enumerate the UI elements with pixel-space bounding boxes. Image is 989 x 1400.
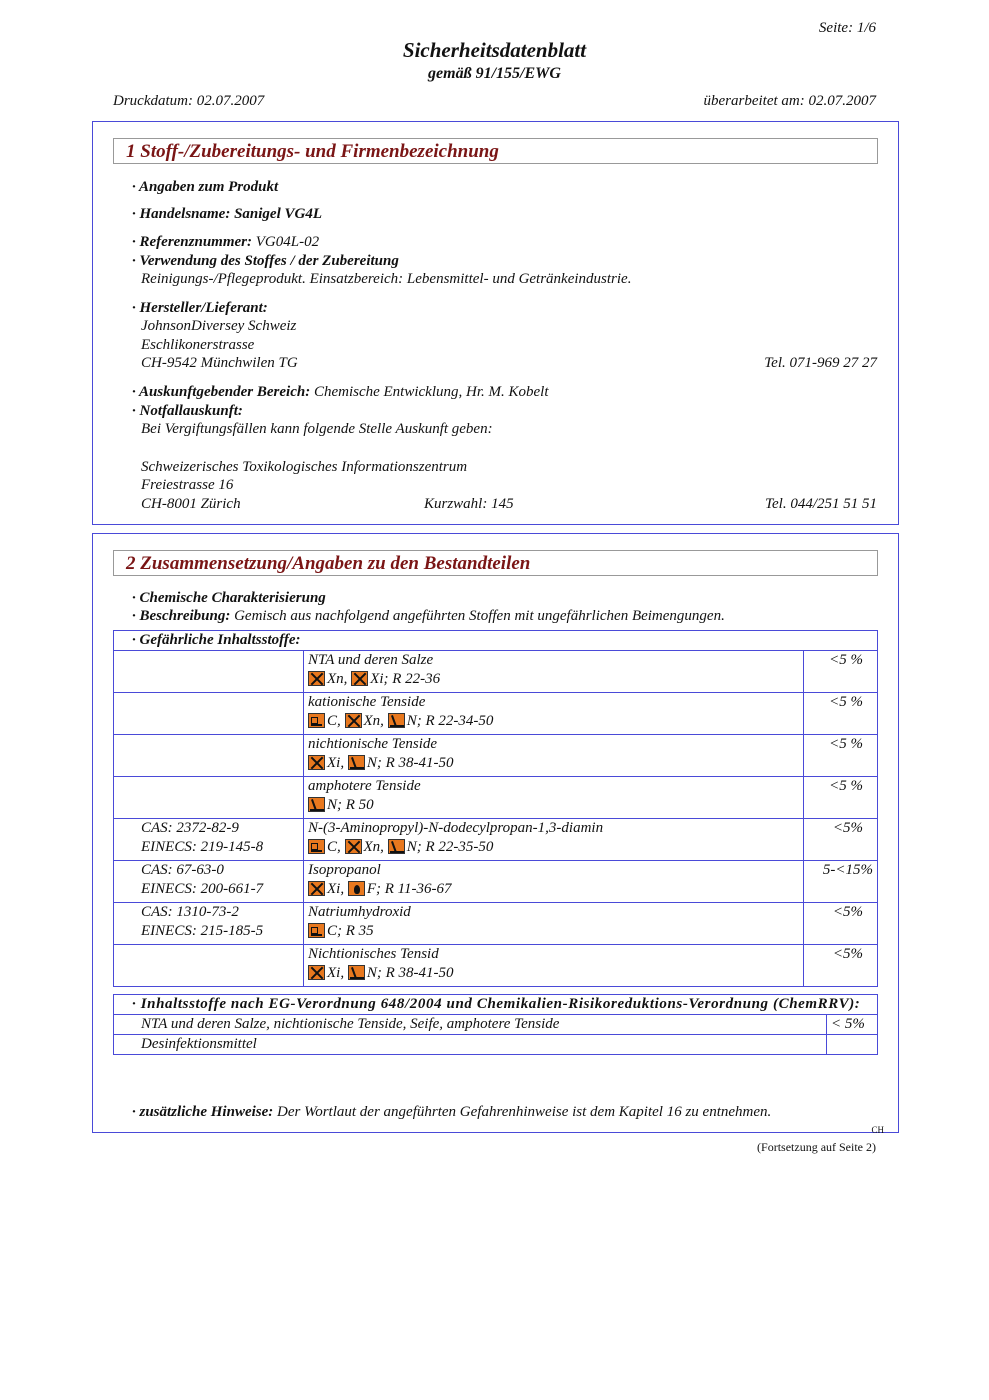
table-row: Nichtionisches Tensid Xi, N; R 38-41-50 <5% <box>114 945 878 987</box>
reference-number: · Referenznummer: VG04L-02 <box>132 234 320 250</box>
ingredient-name: nichtionische Tenside <box>308 736 438 752</box>
document-title: Sicherheitsdatenblatt <box>402 38 587 62</box>
eg-regulation-label: · Inhaltsstoffe nach EG-Verordnung 648/2004 und Chemikalien-Risikoreduktions-Verordnung (ChemRRV): <box>114 995 878 1015</box>
table-row: CAS: 67-63-0 EINECS: 200-661-7 Isopropanol Xi, F; R 11-36-67 5-<15% <box>114 861 878 903</box>
section-2 <box>92 533 899 1133</box>
einecs-number: EINECS: 200-661-7 <box>141 881 264 897</box>
ingredient-name: N-(3-Aminopropyl)-N-dodecylpropan-1,3-diamin <box>308 820 604 836</box>
use-text: Reinigungs-/Pflegeprodukt. Einsatzbereich: Lebensmittel- und Getränkeindustrie. <box>141 271 632 287</box>
table-row: nichtionische Tenside Xi, N; R 38-41-50 <5 % <box>114 735 878 777</box>
ingredient-name: Isopropanol <box>308 862 381 878</box>
country-code: CH <box>871 1125 884 1135</box>
supplier-city: CH-9542 Münchwilen TG <box>141 355 298 371</box>
additional-notes: · zusätzliche Hinweise: Der Wortlaut der angeführten Gefahrenhinweise ist dem Kapitel 16 zu entnehmen. <box>132 1104 772 1120</box>
table-row: CAS: 2372-82-9 EINECS: 219-145-8 N-(3-Aminopropyl)-N-dodecylpropan-1,3-diamin C, Xn, N; R 22-35-50 <5% <box>114 819 878 861</box>
table-row: kationische Tenside C, Xn, N; R 22-34-50 <5 % <box>114 693 878 735</box>
irritant-icon <box>308 965 325 980</box>
table-row: CAS: 1310-73-2 EINECS: 215-185-5 Natriumhydroxid C; R 35 <5% <box>114 903 878 945</box>
irritant-icon <box>308 755 325 770</box>
hazardous-label: · Gefährliche Inhaltsstoffe: <box>114 631 878 651</box>
flammable-icon <box>348 881 365 896</box>
info-department: · Auskunftgebender Bereich: Chemische Entwicklung, Hr. M. Kobelt <box>132 384 549 400</box>
use-label: · Verwendung des Stoffes / der Zubereitung <box>132 253 399 269</box>
hazardous-ingredients-table <box>113 630 878 987</box>
trade-name: · Handelsname: Sanigel VG4L <box>132 206 323 222</box>
supplier-name: JohnsonDiversey Schweiz <box>141 318 297 334</box>
tox-center-tel: Tel. 044/251 51 51 <box>765 496 877 512</box>
product-info-label: · Angaben zum Produkt <box>132 179 279 195</box>
tox-center-street: Freiestrasse 16 <box>141 477 234 493</box>
concentration: <5% <box>804 819 878 861</box>
eg-ingredients-table <box>113 994 878 1055</box>
page-number: Seite: 1/6 <box>818 20 876 36</box>
table-row: NTA und deren Salze Xn, Xi; R 22-36 <5 % <box>114 651 878 693</box>
revised-date: überarbeitet am: 02.07.2007 <box>703 93 876 109</box>
harmful-icon <box>345 713 362 728</box>
supplier-label: · Hersteller/Lieferant: <box>132 300 268 316</box>
concentration: 5-<15% <box>804 861 878 903</box>
tox-center-name: Schweizerisches Toxikologisches Informationszentrum <box>141 459 468 475</box>
table-row: amphotere Tenside N; R 50 <5 % <box>114 777 878 819</box>
corrosive-icon <box>308 839 325 854</box>
ingredient-name: amphotere Tenside <box>308 778 421 794</box>
document-subtitle: gemäß 91/155/EWG <box>428 65 561 82</box>
eg-concentration <box>827 1035 878 1055</box>
eg-concentration: < 5% <box>827 1015 878 1035</box>
continuation-note: (Fortsetzung auf Seite 2) <box>757 1140 876 1154</box>
section-2-heading: 2 Zusammensetzung/Angaben zu den Bestandteilen <box>113 550 878 576</box>
einecs-number: EINECS: 219-145-8 <box>141 839 264 855</box>
ingredient-name: Nichtionisches Tensid <box>308 946 439 962</box>
corrosive-icon <box>308 923 325 938</box>
tox-center-short-dial: Kurzwahl: 145 <box>424 496 514 512</box>
print-date: Druckdatum: 02.07.2007 <box>113 93 265 109</box>
corrosive-icon <box>308 713 325 728</box>
tox-center-city: CH-8001 Zürich <box>141 496 241 512</box>
environment-icon <box>348 965 365 980</box>
environment-icon <box>308 797 325 812</box>
table-row <box>114 1015 878 1035</box>
environment-icon <box>388 713 405 728</box>
cas-number: CAS: 1310-73-2 <box>141 904 239 920</box>
section-1-heading: 1 Stoff-/Zubereitungs- und Firmenbezeichnung <box>113 138 878 164</box>
eg-ingredient-name: Desinfektionsmittel <box>114 1035 827 1055</box>
table-row <box>114 1035 878 1055</box>
section-1 <box>92 121 899 525</box>
environment-icon <box>388 839 405 854</box>
harmful-icon <box>345 839 362 854</box>
concentration: <5 % <box>804 651 878 693</box>
concentration: <5 % <box>804 777 878 819</box>
harmful-icon <box>308 671 325 686</box>
irritant-icon <box>308 881 325 896</box>
environment-icon <box>348 755 365 770</box>
eg-ingredient-name: NTA und deren Salze, nichtionische Tenside, Seife, amphotere Tenside <box>114 1015 827 1035</box>
einecs-number: EINECS: 215-185-5 <box>141 923 264 939</box>
concentration: <5 % <box>804 693 878 735</box>
cas-number: CAS: 67-63-0 <box>141 862 224 878</box>
emergency-label: · Notfallauskunft: <box>132 403 243 419</box>
irritant-icon <box>351 671 368 686</box>
ingredient-name: kationische Tenside <box>308 694 426 710</box>
concentration: <5% <box>804 903 878 945</box>
supplier-tel: Tel. 071-969 27 27 <box>764 355 877 371</box>
description: · Beschreibung: Gemisch aus nachfolgend angeführten Stoffen mit ungefährlichen Beimengungen. <box>132 608 725 624</box>
emergency-text: Bei Vergiftungsfällen kann folgende Stelle Auskunft geben: <box>141 421 493 437</box>
concentration: <5 % <box>804 735 878 777</box>
cas-number: CAS: 2372-82-9 <box>141 820 239 836</box>
supplier-street: Eschlikonerstrasse <box>141 337 255 353</box>
ingredient-name: NTA und deren Salze <box>308 652 434 668</box>
chem-characterization: · Chemische Charakterisierung <box>132 590 326 606</box>
ingredient-name: Natriumhydroxid <box>308 904 411 920</box>
concentration: <5% <box>804 945 878 987</box>
